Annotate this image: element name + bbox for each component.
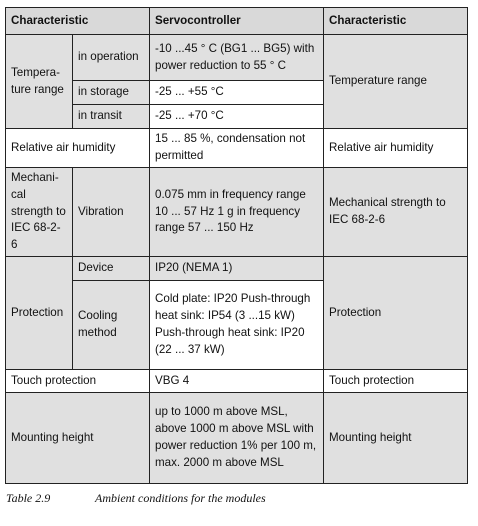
table-row (6, 256, 468, 280)
temperature-operation-label: in operation (73, 35, 150, 81)
table-row (6, 168, 468, 257)
protection-label: Protection (6, 256, 73, 369)
table-row (6, 129, 468, 168)
touch-value: VBG 4 (150, 369, 324, 392)
humidity-label: Relative air humidity (6, 129, 150, 168)
table-caption (6, 491, 266, 506)
temperature-label: Tempera-ture range (6, 35, 73, 129)
mechanical-sub-label: Vibration (73, 168, 150, 257)
mounting-right: Mounting height (324, 392, 468, 483)
mechanical-label: Mechani-cal strength to IEC 68-2-6 (6, 168, 73, 257)
table-row (6, 392, 468, 483)
mounting-value: up to 1000 m above MSL, above 1000 m above MSL with power reduction 1% per 100 m, max. 2000 m above MSL (150, 392, 324, 483)
temperature-transit-label: in transit (73, 105, 150, 129)
protection-device-value: IP20 (NEMA 1) (150, 256, 324, 280)
protection-cooling-value: Cold plate: IP20 Push-through heat sink: IP54 (3 ...15 kW) Push-through heat sink: IP20 (22 ... 37 kW) (150, 280, 324, 369)
table-row (6, 369, 468, 392)
humidity-value: 15 ... 85 %, condensation not permitted (150, 129, 324, 168)
temperature-storage-label: in storage (73, 81, 150, 105)
touch-right: Touch protection (324, 369, 468, 392)
header-characteristic-left: Characteristic (6, 8, 150, 35)
header-row (6, 8, 468, 35)
temperature-transit-value: -25 ... +70 °C (150, 105, 324, 129)
ambient-conditions-table (5, 7, 468, 484)
protection-device-label: Device (73, 256, 150, 280)
protection-right: Protection (324, 256, 468, 369)
header-servocontroller: Servocontroller (150, 8, 324, 35)
temperature-operation-value: -10 ...45 ° C (BG1 ... BG5) with power reduction to 55 ° C (150, 35, 324, 81)
mounting-label: Mounting height (6, 392, 150, 483)
touch-label: Touch protection (6, 369, 150, 392)
table-caption-number: Table 2.9 (6, 491, 51, 505)
mechanical-value: 0.075 mm in frequency range 10 ... 57 Hz 1 g in frequency range 57 ... 150 Hz (150, 168, 324, 257)
temperature-storage-value: -25 ... +55 °C (150, 81, 324, 105)
table-row (6, 35, 468, 81)
humidity-right: Relative air humidity (324, 129, 468, 168)
table-caption-text: Ambient conditions for the modules (95, 491, 266, 505)
mechanical-right: Mechanical strength to IEC 68-2-6 (324, 168, 468, 257)
temperature-right: Temperature range (324, 35, 468, 129)
header-characteristic-right: Characteristic (324, 8, 468, 35)
protection-cooling-label: Cooling method (73, 280, 150, 369)
